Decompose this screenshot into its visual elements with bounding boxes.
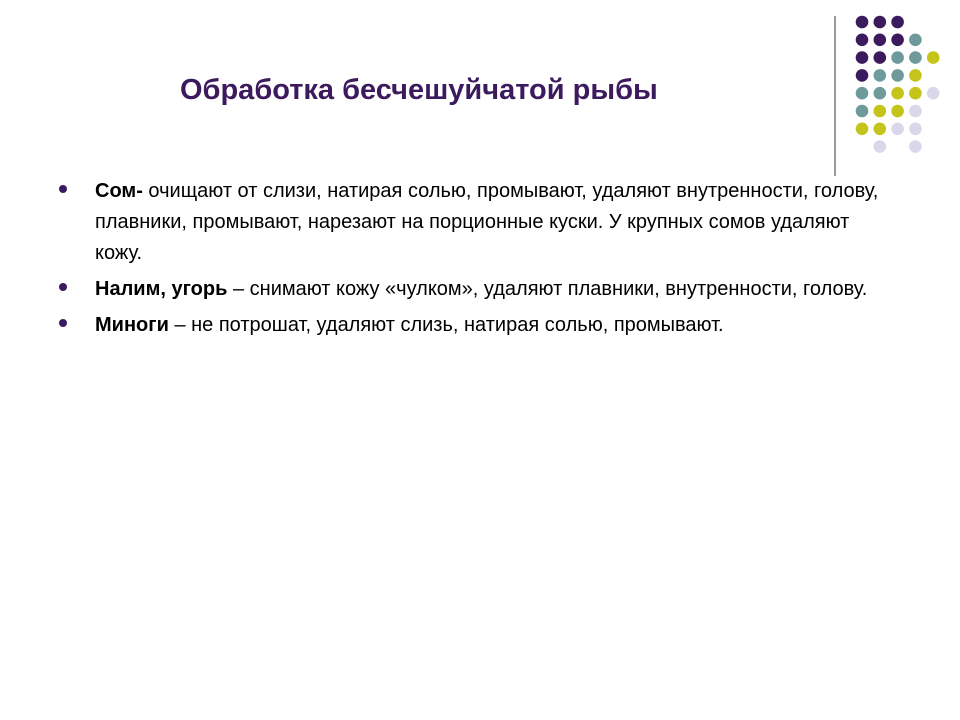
decorative-dot: [856, 87, 869, 100]
decorative-dot: [891, 51, 904, 64]
decorative-dot: [874, 87, 887, 100]
decorative-dot: [874, 51, 887, 64]
decorative-dot: [891, 105, 904, 118]
decorative-dot: [909, 105, 922, 118]
decorative-dot: [927, 51, 940, 64]
decorative-dot: [856, 34, 869, 47]
decorative-dot: [874, 105, 887, 118]
decorative-dot: [891, 87, 904, 100]
bullet-term: Сом-: [95, 180, 143, 202]
decorative-dot: [909, 123, 922, 136]
bullet-term: Налим, угорь: [95, 278, 228, 300]
decorative-dot: [874, 34, 887, 47]
decorative-dot: [874, 140, 887, 153]
bullet-item-lamprey: [55, 310, 885, 341]
decorative-dot: [856, 16, 869, 29]
decorative-dot: [927, 87, 940, 100]
decorative-dot: [874, 69, 887, 82]
bullet-text: – не потрошат, удаляют слизь, натирая солью, промывают.: [168, 314, 724, 336]
decorative-dot: [856, 105, 869, 118]
slide-title: Обработка бесчешуйчатой рыбы: [180, 74, 658, 106]
bullet-term: Миноги: [95, 314, 169, 336]
title-divider-line: [834, 16, 836, 176]
decorative-dot: [909, 140, 922, 153]
decorative-dot: [856, 123, 869, 136]
bullet-item-burbot-eel: [55, 274, 885, 305]
bullet-list: [55, 176, 885, 346]
decorative-dot: [874, 16, 887, 29]
decorative-dot: [891, 34, 904, 47]
decorative-dot: [909, 34, 922, 47]
decorative-dot: [856, 51, 869, 64]
decorative-dot: [874, 123, 887, 136]
decorative-dot: [856, 69, 869, 82]
decorative-dot: [909, 69, 922, 82]
bullet-text: – снимают кожу «чулком», удаляют плавники, внутренности, голову.: [227, 278, 868, 300]
decorative-dot: [891, 69, 904, 82]
bullet-dot-icon: [59, 185, 67, 193]
decorative-dot: [891, 123, 904, 136]
decorative-dot: [909, 87, 922, 100]
decorative-dot: [891, 16, 904, 29]
bullet-item-catfish: [55, 176, 885, 269]
bullet-dot-icon: [59, 283, 67, 291]
bullet-dot-icon: [59, 319, 67, 327]
bullet-text: очищают от слизи, натирая солью, промывают, удаляют внутренности, голову, плавники, промывают, нарезают на порционные куски. У крупных сомов удаляют кожу.: [95, 180, 879, 264]
decorative-dot: [909, 51, 922, 64]
